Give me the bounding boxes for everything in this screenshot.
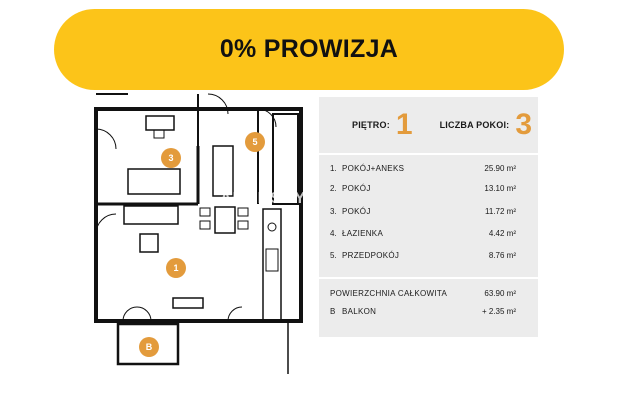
room-row bbox=[319, 247, 538, 263]
door bbox=[96, 129, 116, 149]
promo-banner-text: 0% PROWIZJA bbox=[219, 35, 399, 63]
room-number: 2. bbox=[330, 183, 337, 193]
room-area: 4.42 m² bbox=[488, 228, 516, 238]
room-name: POKÓJ bbox=[342, 206, 371, 216]
panel-header bbox=[319, 97, 538, 153]
dining-chair bbox=[200, 208, 210, 216]
bed bbox=[128, 169, 180, 194]
floor-plan bbox=[88, 84, 308, 384]
chair bbox=[154, 130, 164, 138]
room-name: POKÓJ+ANEKS bbox=[342, 163, 405, 173]
room-number: 4. bbox=[330, 228, 337, 238]
promo-banner bbox=[54, 9, 564, 90]
room-area: 8.76 m² bbox=[488, 250, 516, 260]
floor-label: PIĘTRO: bbox=[352, 120, 390, 130]
sofa bbox=[124, 206, 178, 224]
total-area-value: 63.90 m² bbox=[484, 288, 516, 298]
door bbox=[96, 214, 116, 234]
balcony-row bbox=[319, 303, 538, 319]
room-name: ŁAZIENKA bbox=[342, 228, 384, 238]
door bbox=[228, 307, 242, 321]
room-number: 5. bbox=[330, 250, 337, 260]
dining-chair bbox=[238, 221, 248, 229]
info-panel bbox=[319, 97, 538, 337]
balcony-area: + 2.35 m² bbox=[481, 306, 516, 316]
balcony-badge: B bbox=[139, 337, 159, 357]
rooms-count-value: 3 bbox=[515, 108, 533, 141]
floor-value: 1 bbox=[395, 108, 413, 141]
room-number: 1. bbox=[330, 163, 337, 173]
door bbox=[137, 307, 151, 321]
room-row bbox=[319, 160, 538, 176]
tv-stand bbox=[173, 298, 203, 308]
coffee-table bbox=[140, 234, 158, 252]
room-row bbox=[319, 225, 538, 241]
balcony-letter: B bbox=[330, 306, 336, 316]
room-area: 13.10 m² bbox=[484, 183, 516, 193]
wardrobe bbox=[213, 146, 233, 196]
total-area-label: POWIERZCHNIA CAŁKOWITA bbox=[330, 288, 448, 298]
dining-chair bbox=[200, 221, 210, 229]
room-1-badge: 1 bbox=[166, 258, 186, 278]
room-number: 3. bbox=[330, 206, 337, 216]
room-row bbox=[319, 203, 538, 219]
rooms-count-label: LICZBA POKOI: bbox=[439, 120, 510, 130]
room-row bbox=[319, 180, 538, 196]
desk bbox=[146, 116, 174, 130]
room-3-badge: 3 bbox=[161, 148, 181, 168]
total-area-row bbox=[319, 285, 538, 301]
sink bbox=[268, 223, 276, 231]
room-area: 25.90 m² bbox=[484, 163, 516, 173]
header-divider bbox=[319, 153, 538, 155]
floor-plan-drawing bbox=[88, 84, 308, 384]
balcony-label: BALKON bbox=[342, 306, 377, 316]
totals-divider bbox=[319, 277, 538, 279]
room-name: PRZEDPOKÓJ bbox=[342, 250, 400, 260]
room-5-badge: 5 bbox=[245, 132, 265, 152]
dining-table bbox=[215, 207, 235, 233]
cooktop bbox=[266, 249, 278, 271]
room-area: 11.72 m² bbox=[485, 206, 516, 216]
room-name: POKÓJ bbox=[342, 183, 371, 193]
watermark: ADURSCY bbox=[220, 190, 307, 207]
door bbox=[123, 307, 137, 321]
